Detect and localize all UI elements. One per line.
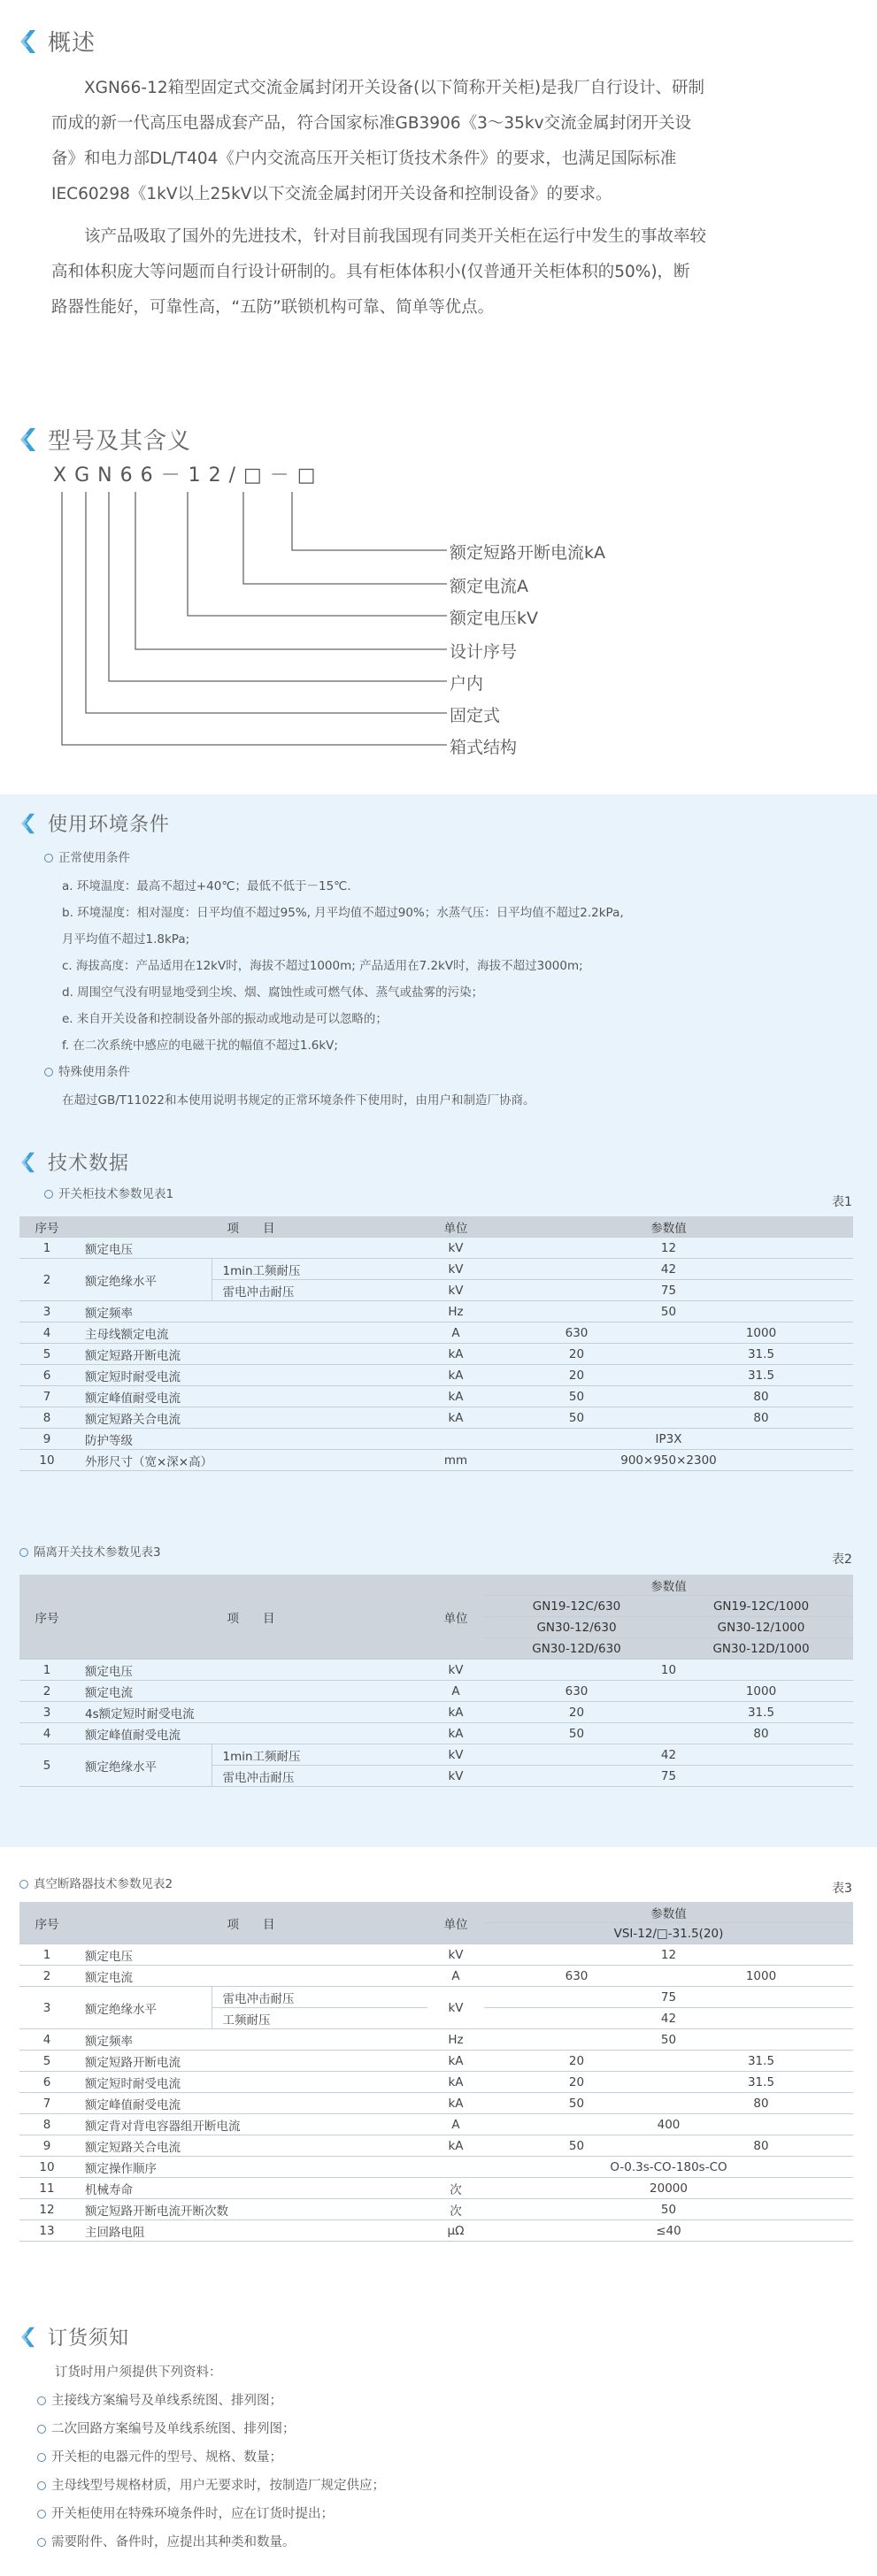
cell: kV <box>427 1238 484 1259</box>
list-item <box>37 2475 385 2494</box>
cell: 额定短路开断电流 <box>74 1344 427 1365</box>
cell: 额定电压 <box>74 1660 427 1681</box>
header-cell: GN30-12D/630 <box>484 1638 669 1660</box>
circle-bullet-icon <box>44 854 53 862</box>
cell: 50 <box>484 2029 853 2051</box>
list-item-text: 开关柜使用在特殊环境条件时，应在订货时提出； <box>51 2507 334 2521</box>
cell: kA <box>427 1407 484 1429</box>
header-cell: 单位 <box>427 1575 484 1660</box>
text-line: 路器性能好，可靠性高，“五防”联锁机构可靠、简单等优点。 <box>51 298 495 317</box>
table-row <box>19 1322 853 1344</box>
cell: kA <box>427 1386 484 1407</box>
cell: 31.5 <box>669 2051 853 2072</box>
table-row <box>19 2072 853 2093</box>
special-conditions-text: 在超过GB/T11022和本使用说明书规定的正常环境条件下使用时，由用户和制造厂协商。 <box>62 1093 535 1108</box>
cell: kA <box>427 2093 484 2114</box>
cell: kA <box>427 2135 484 2157</box>
condition-b-cont: 月平均值不超过1.8kPa; <box>62 932 190 947</box>
cell: 50 <box>484 2199 853 2220</box>
legend-item: 额定短路开断电流kA <box>450 543 606 563</box>
table-header <box>19 1216 853 1238</box>
label-text: 正常使用条件 <box>58 851 130 865</box>
condition-b: b. 环境湿度：相对湿度：日平均值不超过95%, 月平均值不超过90%；水蒸气压：日平均值不超过2.2kPa, <box>62 906 624 920</box>
cell: 外形尺寸（宽×深×高） <box>74 1450 427 1471</box>
label-text: 特殊使用条件 <box>58 1065 130 1079</box>
cell: 额定电流 <box>74 1966 427 1987</box>
cell: 630 <box>484 1681 669 1702</box>
environment-heading: 使用环境条件 <box>48 814 171 836</box>
header-cell: 单位 <box>427 1216 484 1238</box>
table-row <box>19 1301 853 1322</box>
condition-a: a. 环境温度：最高不超过+40℃；最低不低于－15℃. <box>62 879 351 893</box>
header-cell: GN30-12/1000 <box>669 1617 853 1638</box>
cell: 主母线额定电流 <box>74 1322 427 1344</box>
cell: 额定背对背电容器组开断电流 <box>74 2114 427 2135</box>
cell: 额定电流 <box>74 1681 427 1702</box>
legend-item: 户内 <box>450 674 484 694</box>
header-cell: VSI-12/□-31.5(20) <box>484 1923 853 1944</box>
cell: 额定短路关合电流 <box>74 2135 427 2157</box>
order-intro: 订货时用户须提供下列资料： <box>55 2365 222 2380</box>
condition-d: d. 周围空气没有明显地受到尘埃、烟、腐蚀性或可燃气体、蒸气或盐雾的污染； <box>62 985 484 1000</box>
cell: 主回路电阻 <box>74 2220 427 2242</box>
cell: μΩ <box>427 2220 484 2242</box>
cell: 额定峰值耐受电流 <box>74 1386 427 1407</box>
special-conditions-label <box>44 1062 130 1079</box>
cell: 42 <box>484 1259 853 1280</box>
overview-paragraph-1 <box>51 71 830 106</box>
circle-bullet-icon <box>37 2510 46 2518</box>
cell: 50 <box>484 1723 669 1744</box>
cell: 7 <box>19 2093 74 2114</box>
cell: 6 <box>19 2072 74 2093</box>
section-title-environment <box>18 809 170 837</box>
cell: 50 <box>484 1301 853 1322</box>
cell: Hz <box>427 2029 484 2051</box>
cell: 1 <box>19 1944 74 1966</box>
table-row <box>19 2029 853 2051</box>
legend-item: 固定式 <box>450 706 501 725</box>
cell: 5 <box>19 1344 74 1365</box>
list-item <box>37 2447 282 2465</box>
cell: 3 <box>19 1987 74 2029</box>
cell: 80 <box>669 2093 853 2114</box>
table-row <box>19 2178 853 2199</box>
table2-number: 表2 <box>832 1552 852 1567</box>
list-item-text: 主接线方案编号及单线系统图、排列图； <box>51 2394 282 2408</box>
cell <box>427 2157 484 2178</box>
list-item <box>37 2532 296 2550</box>
cell: 630 <box>484 1966 669 1987</box>
cell: 31.5 <box>669 2072 853 2093</box>
cell: 42 <box>484 1744 853 1766</box>
header-cell: GN19-12C/630 <box>484 1596 669 1617</box>
normal-conditions-label <box>44 847 130 865</box>
table-header <box>19 1575 853 1596</box>
chevron-left-icon <box>18 28 39 55</box>
cell: 4 <box>19 1322 74 1344</box>
chevron-left-icon <box>18 426 39 453</box>
cell: 400 <box>484 2114 853 2135</box>
text-line: XGN66-12箱型固定式交流金属封闭开关设备(以下简称开关柜)是我厂自行设计、研制 <box>84 79 705 97</box>
table-header <box>19 1902 853 1923</box>
cell: A <box>427 2114 484 2135</box>
section-title-overview <box>18 25 96 58</box>
cell: A <box>427 1966 484 1987</box>
cell: 额定短路开断电流开断次数 <box>74 2199 427 2220</box>
header-cell: GN30-12/630 <box>484 1617 669 1638</box>
table-row <box>19 1259 853 1280</box>
table-row <box>19 2157 853 2178</box>
cell: 80 <box>669 1407 853 1429</box>
table3-number: 表3 <box>832 1882 852 1896</box>
circle-bullet-icon <box>19 1880 28 1889</box>
cell: 8 <box>19 2114 74 2135</box>
header-cell: 参数值 <box>484 1575 853 1596</box>
cell: 20 <box>484 1344 669 1365</box>
cell: 额定绝缘水平 <box>74 1987 212 2029</box>
table1-caption <box>44 1184 173 1201</box>
table-row <box>19 1681 853 1702</box>
cell: 1 <box>19 1238 74 1259</box>
cell: kV <box>427 1987 484 2029</box>
cell: 10 <box>484 1660 853 1681</box>
cell: 1000 <box>669 1681 853 1702</box>
model-code: XGN66－12/□－□ <box>53 464 324 487</box>
table-row <box>19 1702 853 1723</box>
header-cell: 序号 <box>19 1216 74 1238</box>
cell: 额定绝缘水平 <box>74 1744 212 1787</box>
cell: 额定绝缘水平 <box>74 1259 212 1301</box>
caption-text: 开关柜技术参数见表1 <box>58 1187 174 1201</box>
cell: kA <box>427 2051 484 2072</box>
circle-bullet-icon <box>44 1068 53 1077</box>
list-item <box>37 2503 334 2522</box>
list-item <box>37 2390 282 2409</box>
circle-bullet-icon <box>37 2453 46 2462</box>
cell: 工频耐压 <box>212 2008 427 2029</box>
table-row <box>19 1429 853 1450</box>
cell: 9 <box>19 1429 74 1450</box>
cell: 20 <box>484 2072 669 2093</box>
model-heading: 型号及其含义 <box>48 428 192 455</box>
section-title-order <box>18 2323 129 2350</box>
cell: 2 <box>19 1259 74 1301</box>
cell: 额定短路开断电流 <box>74 2051 427 2072</box>
cell: 4 <box>19 2029 74 2051</box>
cell: 2 <box>19 1681 74 1702</box>
cell: 10 <box>19 1450 74 1471</box>
cell: 防护等级 <box>74 1429 427 1450</box>
cell: mm <box>427 1450 484 1471</box>
table-row <box>19 2135 853 2157</box>
model-diagram-lines <box>0 487 460 770</box>
cell: kA <box>427 1702 484 1723</box>
cell: 2 <box>19 1966 74 1987</box>
section-title-model <box>18 423 191 456</box>
cell: 50 <box>484 1407 669 1429</box>
cell: 额定电压 <box>74 1238 427 1259</box>
header-cell: 项 目 <box>74 1902 427 1944</box>
table3-caption <box>19 1874 173 1891</box>
header-cell: GN30-12D/1000 <box>669 1638 853 1660</box>
table-row <box>19 1723 853 1744</box>
cell: 12 <box>484 1944 853 1966</box>
section-title-tech <box>18 1148 129 1176</box>
cell: 31.5 <box>669 1702 853 1723</box>
circle-bullet-icon <box>37 2481 46 2490</box>
cell: 12 <box>19 2199 74 2220</box>
vacuum-breaker-params-table <box>19 1902 853 2242</box>
cell: 80 <box>669 1386 853 1407</box>
cell: 1000 <box>669 1322 853 1344</box>
cell: 次 <box>427 2199 484 2220</box>
cell: 6 <box>19 1365 74 1386</box>
cell: 20 <box>484 1365 669 1386</box>
table-row <box>19 1744 853 1766</box>
cell: 13 <box>19 2220 74 2242</box>
overview-paragraph-2: 该产品吸取了国外的先进技术，针对目前我国现有同类开关柜在运行中发生的事故率较 <box>84 227 707 246</box>
text-line: 高和体积庞大等问题而自行设计研制的。具有柜体体积小(仅普通开关柜体积的50%)，断 <box>51 263 690 281</box>
cell: 20 <box>484 1702 669 1723</box>
cell: 额定频率 <box>74 2029 427 2051</box>
circle-bullet-icon <box>37 2425 46 2434</box>
cell: 80 <box>669 2135 853 2157</box>
cell: 机械寿命 <box>74 2178 427 2199</box>
condition-c: c. 海拔高度：产品适用在12kV时，海拔不超过1000m; 产品适用在7.2kV时，海拔不超过3000m; <box>62 959 583 973</box>
table1-number: 表1 <box>832 1195 852 1209</box>
cell: kV <box>427 1660 484 1681</box>
table-row <box>19 1450 853 1471</box>
cell: ≤40 <box>484 2220 853 2242</box>
header-cell: 项 目 <box>74 1216 427 1238</box>
cell: 1000 <box>669 1966 853 1987</box>
cell: 5 <box>19 1744 74 1787</box>
cell: kA <box>427 2072 484 2093</box>
disconnector-params-table <box>19 1575 853 1787</box>
cell: 50 <box>484 1386 669 1407</box>
header-cell: 序号 <box>19 1575 74 1660</box>
chevron-left-icon <box>18 812 39 835</box>
cell: 雷电冲击耐压 <box>212 1987 427 2008</box>
table-row <box>19 1944 853 1966</box>
cell: kV <box>427 1280 484 1301</box>
cell: 额定短时耐受电流 <box>74 1365 427 1386</box>
cell: 80 <box>669 1723 853 1744</box>
cell: 额定频率 <box>74 1301 427 1322</box>
cell: 31.5 <box>669 1344 853 1365</box>
overview-heading: 概述 <box>48 30 96 57</box>
header-cell: 单位 <box>427 1902 484 1944</box>
cell: kA <box>427 1365 484 1386</box>
header-cell: 参数值 <box>484 1902 853 1923</box>
table-row <box>19 1386 853 1407</box>
cell: 5 <box>19 2051 74 2072</box>
condition-e: e. 来自开关设备和控制设备外部的振动或地动是可以忽略的； <box>62 1012 388 1026</box>
cell: 1 <box>19 1660 74 1681</box>
cell: O-0.3s-CO-180s-CO <box>484 2157 853 2178</box>
chevron-left-icon <box>18 1151 39 1174</box>
cell: 额定电压 <box>74 1944 427 1966</box>
table-row <box>19 1365 853 1386</box>
table-row <box>19 2220 853 2242</box>
text-line: 备》和电力部DL/T404《户内交流高压开关柜订货技术条件》的要求，也满足国际标准 <box>51 150 677 168</box>
cell: 额定峰值耐受电流 <box>74 2093 427 2114</box>
table-row <box>19 1987 853 2008</box>
table-row <box>19 1966 853 1987</box>
header-cell: 参数值 <box>484 1216 853 1238</box>
cell: 额定短时耐受电流 <box>74 2072 427 2093</box>
cell: 75 <box>484 1766 853 1787</box>
cell: 50 <box>484 2135 669 2157</box>
cell: Hz <box>427 1301 484 1322</box>
cell: 900×950×2300 <box>484 1450 853 1471</box>
cell: 额定峰值耐受电流 <box>74 1723 427 1744</box>
cell: 3 <box>19 1702 74 1723</box>
header-cell: GN19-12C/1000 <box>669 1596 853 1617</box>
table-row <box>19 1238 853 1259</box>
circle-bullet-icon <box>37 2396 46 2405</box>
cell: kA <box>427 1344 484 1365</box>
cell: 11 <box>19 2178 74 2199</box>
legend-item: 额定电流A <box>450 577 528 596</box>
cell: kV <box>427 1944 484 1966</box>
legend-item: 箱式结构 <box>450 738 518 757</box>
cell: 10 <box>19 2157 74 2178</box>
cell: 额定短路关合电流 <box>74 1407 427 1429</box>
table-row <box>19 2114 853 2135</box>
text-line: IEC60298《1kV以上25kV以下交流金属封闭开关设备和控制设备》的要求。 <box>51 185 612 203</box>
cell: A <box>427 1322 484 1344</box>
cell: 42 <box>484 2008 853 2029</box>
cell: kV <box>427 1766 484 1787</box>
cell: kV <box>427 1744 484 1766</box>
tech-heading: 技术数据 <box>48 1153 130 1175</box>
cell: 1min工频耐压 <box>212 1744 427 1766</box>
list-item-text: 主母线型号规格材质，用户无要求时，按制造厂规定供应； <box>51 2479 385 2493</box>
table-row <box>19 2199 853 2220</box>
table-row <box>19 1407 853 1429</box>
legend-item: 设计序号 <box>450 642 518 662</box>
cell: 额定操作顺序 <box>74 2157 427 2178</box>
cell: 630 <box>484 1322 669 1344</box>
cell: A <box>427 1681 484 1702</box>
cell: IP3X <box>484 1429 853 1450</box>
caption-text: 隔离开关技术参数见表3 <box>34 1545 161 1560</box>
caption-text: 真空断路器技术参数见表2 <box>34 1877 173 1891</box>
table-row <box>19 1660 853 1681</box>
cell: 4s额定短时耐受电流 <box>74 1702 427 1723</box>
order-heading: 订货须知 <box>48 2327 130 2350</box>
list-item-text: 二次回路方案编号及单线系统图、排列图； <box>51 2422 296 2436</box>
cell: 雷电冲击耐压 <box>212 1280 427 1301</box>
cell <box>427 1429 484 1450</box>
list-item-text: 开关柜的电器元件的型号、规格、数量； <box>51 2450 282 2465</box>
cell: 雷电冲击耐压 <box>212 1766 427 1787</box>
text-line: 而成的新一代高压电器成套产品，符合国家标准GB3906《3～35kv交流金属封闭开关设 <box>51 114 692 133</box>
circle-bullet-icon <box>37 2538 46 2547</box>
cell: 次 <box>427 2178 484 2199</box>
switchgear-params-table <box>19 1216 853 1471</box>
cell: 20000 <box>484 2178 853 2199</box>
cell: kV <box>427 1259 484 1280</box>
legend-item: 额定电压kV <box>450 609 539 628</box>
circle-bullet-icon <box>19 1548 28 1557</box>
table-row <box>19 2051 853 2072</box>
list-item-text: 需要附件、备件时，应提出其种类和数量。 <box>51 2535 296 2549</box>
header-cell: 序号 <box>19 1902 74 1944</box>
cell: 9 <box>19 2135 74 2157</box>
cell: 7 <box>19 1386 74 1407</box>
chevron-left-icon <box>18 2326 39 2349</box>
table2-caption <box>19 1542 161 1560</box>
cell: 1min工频耐压 <box>212 1259 427 1280</box>
condition-f: f. 在二次系统中感应的电磁干扰的幅值不超过1.6kV; <box>62 1039 338 1053</box>
cell: 31.5 <box>669 1365 853 1386</box>
table-row <box>19 1344 853 1365</box>
cell: 12 <box>484 1238 853 1259</box>
cell: 75 <box>484 1987 853 2008</box>
cell: 75 <box>484 1280 853 1301</box>
cell: 4 <box>19 1723 74 1744</box>
circle-bullet-icon <box>44 1190 53 1199</box>
cell: 3 <box>19 1301 74 1322</box>
cell: 8 <box>19 1407 74 1429</box>
cell: 50 <box>484 2093 669 2114</box>
list-item <box>37 2419 296 2437</box>
table-row <box>19 2093 853 2114</box>
cell: kA <box>427 1723 484 1744</box>
cell: 20 <box>484 2051 669 2072</box>
header-cell: 项 目 <box>74 1575 427 1660</box>
